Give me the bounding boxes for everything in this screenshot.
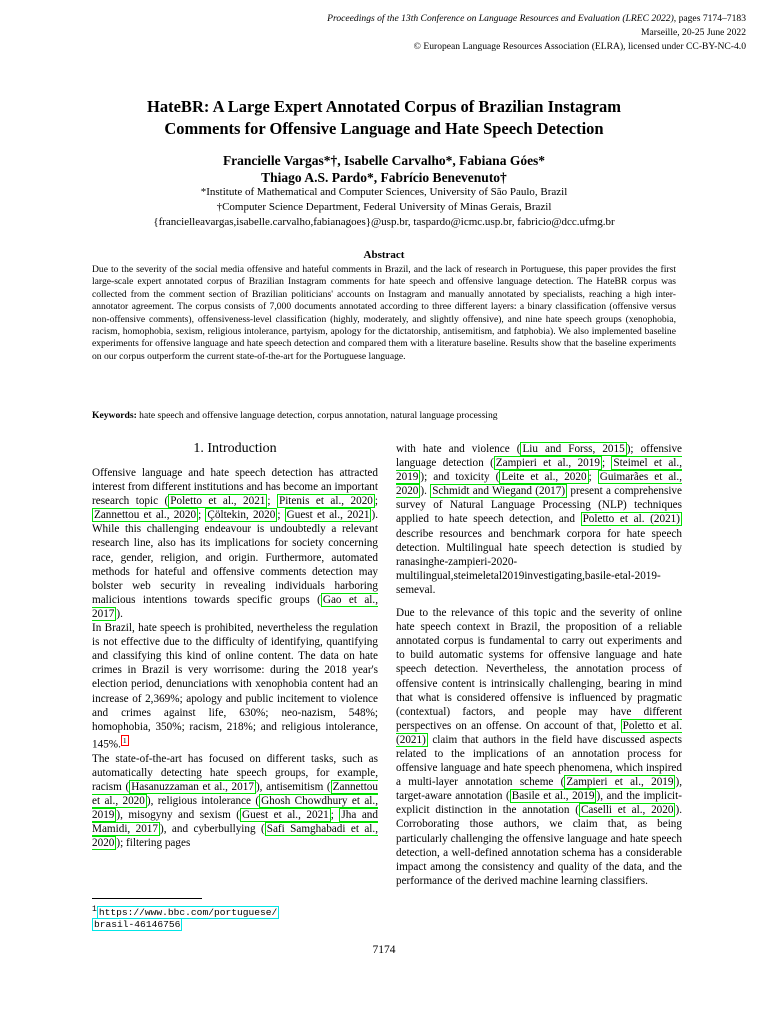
body-text: ), antisemitism (: [255, 780, 331, 793]
page-number: 7174: [372, 944, 396, 956]
affiliation-1: *Institute of Mathematical and Computer Sciences, University of São Paulo, Brazil: [200, 186, 568, 198]
paragraph-spacer: [396, 597, 682, 606]
citation-link[interactable]: Zannettou et al., 2020: [92, 780, 378, 807]
abstract-text: Due to the severity of the social media offensive and hateful comments in Brazil, and the lack of research in Portuguese, this paper provides the first large-scale expert annotated corpus of Brazilian Instagram comments for hate speech and offensive language detection. The HateBR corpus was collected from the comment section of Brazilian politicians' accounts on Instagram and manually annotated by specialists, reaching a high inter-annotator agreement. The corpus consists of 7,000 documents annotated according to three different layers: a binary classification (offensive versus non-offensive comments), offensiveness-level classification (highly, moderately, and slightly offensive), and nine hate speech groups (xenophobia, racism, homophobia, sexism, religious intolerance, partyism, apology for the dictatorship, antisemitism, and fatphobia). We also implemented baseline experiments for offensive language and hate speech detection and compared them with a literature baseline. Results show that the baseline experiments on our corpus outperform the current state-of-the-art for the Portuguese language.: [92, 264, 676, 362]
citation-link[interactable]: Leite et al., 2020: [501, 471, 587, 484]
body-text: In Brazil, hate speech is prohibited, nevertheless the regulation is not effective due to the difficulty of identifying, quantifying and classifying this kind of online content. The data on hate crimes in Brazil is very worrisome: during the 2018 year's election period, denunciations with xenophobia content had an increase of 2,369%; apology and public incitement to violence and crimes against life, 630%; neo-nazism, 548%; homophobia, 350%; racism, 218%; and religious intolerance, 145%.: [92, 622, 378, 751]
citation-link[interactable]: Guest et al., 2021: [286, 509, 370, 522]
keywords-line: [92, 410, 498, 421]
citation-link[interactable]: Schmidt and Wiegand (2017): [432, 485, 566, 498]
citation-link[interactable]: Steimel et al., 2019: [396, 457, 683, 484]
body-text: Due to the relevance of this topic and the severity of online hate speech context in Brazil, the proposition of a reliable annotated corpus is fundamental to carry out experiments and to build automatic systems for offensive language and hate speech detection. Nevertheless, the annotation process of offensive content is intrinsically challenging, bearing in mind that what is considered offensive is influenced by pragmatic (contextual) factors, and people may have different perspectives on an offense. On account of that,: [396, 607, 682, 732]
footnote-rule: [92, 898, 202, 899]
citation-link[interactable]: Gao et al., 2017: [92, 593, 378, 620]
citation-link[interactable]: Ghosh Chowdhury et al., 2019: [92, 794, 378, 821]
intro-paragraph-3: [92, 752, 378, 851]
separator-text: ;: [601, 457, 612, 470]
title-line-2: Comments for Offensive Language and Hate Speech Detection: [164, 119, 604, 138]
intro-paragraph-1: [92, 466, 378, 621]
citation-link[interactable]: Zannettou et al., 2020: [94, 509, 197, 522]
citation-link[interactable]: Poletto et al., 2021: [170, 495, 266, 508]
author-emails: {francielleavargas,isabelle.carvalho,fabianagoes}@usp.br, taspardo@icmc.usp.br, fabricio@dcc.ufmg.br: [153, 216, 615, 228]
citation-link[interactable]: Liu and Forss, 2015: [522, 443, 625, 455]
abstract-heading: Abstract: [363, 249, 405, 261]
separator-text: ;: [330, 808, 340, 821]
body-text: Offensive language and hate speech detection has attracted interest from different institutions and has become an important research topic (: [92, 467, 378, 508]
citation-link[interactable]: Jha and Mamidi, 2017: [92, 808, 378, 836]
body-text: ); and toxicity (: [420, 471, 500, 484]
proceedings-title: Proceedings of the 13th Conference on Language Resources and Evaluation (LREC 2022): [327, 13, 674, 24]
separator-text: ;: [374, 495, 378, 508]
body-text: ), target-aware annotation (: [396, 776, 683, 803]
citation-link[interactable]: Pitenis et al., 2020: [278, 495, 373, 508]
body-text: ), misogyny and sexism (: [116, 808, 241, 821]
conference-header: [327, 12, 746, 54]
affiliation-2: †Computer Science Department, Federal University of Minas Gerais, Brazil: [216, 201, 552, 213]
intro-paragraph-5: [396, 606, 682, 888]
separator-text: ;: [277, 509, 285, 522]
body-text: ); filtering pages: [116, 837, 191, 850]
body-text: The state-of-the-art has focused on different tasks, such as automatically detecting hate speech groups, for example, racism (: [92, 752, 378, 793]
body-text: ).: [116, 607, 123, 620]
conference-location: Marseille, 20-25 June 2022: [641, 27, 746, 38]
paper-title: [0, 96, 768, 140]
citation-link[interactable]: Zampieri et al., 2019: [566, 776, 674, 789]
section-heading-introduction: 1. Introduction: [193, 441, 277, 456]
separator-text: ;: [198, 509, 206, 522]
body-text: with hate and violence (: [396, 443, 521, 455]
affiliations: [0, 185, 768, 230]
footnote: [92, 904, 279, 931]
body-text: describe resources and benchmark corpora for hate speech detection. Multilingual hate speech detection is studied by ranasinghe-zampieri-2020-multilingual,steimeletal2019investigating,basile-etal-2019-semeval.: [396, 527, 682, 596]
citation-link[interactable]: Safi Samghabadi et al., 2020: [92, 823, 378, 850]
citation-link[interactable]: Çöltekin, 2020: [207, 509, 276, 522]
footnote-url-link[interactable]: https://www.bbc.com/portuguese/: [98, 907, 278, 919]
title-line-1: HateBR: A Large Expert Annotated Corpus of Brazilian Instagram: [147, 97, 621, 116]
intro-paragraph-4: [396, 442, 682, 597]
body-text: ); offensive language detection (: [396, 443, 683, 470]
left-column: [92, 438, 378, 850]
intro-paragraph-2: [92, 621, 378, 752]
page-range: , pages 7174–7183: [673, 13, 746, 24]
citation-link[interactable]: Guest et al., 2021: [242, 808, 329, 821]
citation-link[interactable]: Caselli et al., 2020: [580, 804, 674, 817]
citation-link[interactable]: Basile et al., 2019: [511, 790, 595, 803]
right-column: [396, 442, 682, 888]
body-text: ). Corroborating those authors, we claim that, as being particularly challenging the offensive language and hate speech detection, a well-defined annotation schema has a considerable impact among the consistency and quality of the data, and the performance of the derived machine learning classifiers.: [396, 804, 682, 887]
body-text: ), religious intolerance (: [146, 794, 260, 807]
citation-link[interactable]: Poletto et al. (2021): [582, 513, 680, 526]
body-text: present a comprehensive survey of Natural Language Processing (NLP) techniques applied to hate speech detection, and: [396, 485, 682, 526]
body-text: ).: [420, 485, 431, 498]
body-text: ), and the implicit-explicit distinction in the annotation (: [396, 790, 682, 817]
separator-text: ;: [267, 495, 277, 508]
license-line: © European Language Resources Association (ELRA), licensed under CC-BY-NC-4.0: [413, 41, 746, 52]
footnote-url-link[interactable]: brasil-46146756: [94, 919, 181, 931]
citation-link[interactable]: Poletto et al. (2021): [396, 719, 682, 746]
separator-text: ;: [588, 471, 598, 484]
citation-link[interactable]: Hasanuzzaman et al., 2017: [131, 780, 254, 793]
body-text: ), and cyberbullying (: [160, 823, 265, 836]
authors-line-1: Francielle Vargas*†, Isabelle Carvalho*, Fabiana Góes*: [222, 153, 546, 168]
authors-line-2: Thiago A.S. Pardo*, Fabrício Benevenuto†: [261, 170, 507, 185]
footnote-mark: 1: [92, 905, 97, 914]
citation-link[interactable]: Guimarães et al., 2020: [396, 471, 683, 498]
citation-link[interactable]: Zampieri et al., 2019: [495, 457, 600, 470]
keywords-text: hate speech and offensive language detection, corpus annotation, natural language processing: [139, 410, 498, 421]
keywords-label: Keywords:: [92, 410, 137, 421]
author-list: [0, 152, 768, 186]
body-text: ). While this challenging endeavour is undoubtedly a relevant research line, also has its implications for society concerning race, gender, religion, and origin. Furthermore, automated methods for hateful and offensive comments detection may bolster web security in revealing individuals harboring malicious intentions towards specific groups (: [92, 509, 378, 606]
body-text: claim that authors in the field have discussed aspects related to the implications of an annotation process for offensive language and hate speech phenomena, which inspired a multi-layer annotation scheme (: [396, 733, 682, 789]
footnote-link[interactable]: 1: [122, 735, 127, 745]
